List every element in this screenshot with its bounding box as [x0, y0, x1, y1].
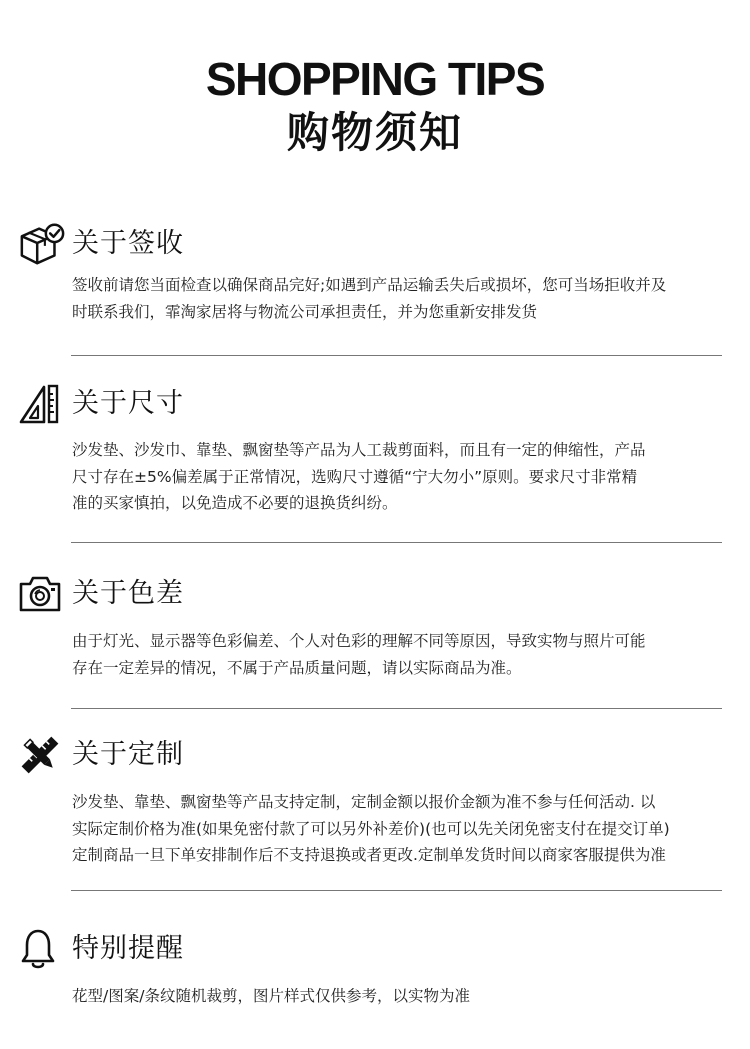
- body-line: 沙发垫、沙发巾、靠垫、飘窗垫等产品为人工裁剪面料，而且有一定的伸缩性，产品: [72, 441, 646, 459]
- body-line: 准的买家慎拍，以免造成不必要的退换货纠纷。: [72, 494, 398, 512]
- section-title: 关于尺寸: [72, 388, 184, 419]
- body-line: 实际定制价格为准(如果免密付款了可以另外补差价)(也可以先关闭免密支付在提交订单): [72, 819, 670, 838]
- package-check-icon: [18, 224, 66, 264]
- section-body: [72, 983, 742, 1010]
- body-line: 尺寸存在±5%偏差属于正常情况，选购尺寸遵循“宁大勿小”原则。要求尺寸非常精: [72, 467, 638, 486]
- section-header: [18, 574, 184, 614]
- section-body: [72, 437, 742, 517]
- body-line: 签收前请您当面检查以确保商品完好;如遇到产品运输丢失后或损坏，您可当场拒收并及: [72, 276, 667, 294]
- divider: [71, 355, 722, 356]
- section-header: [18, 735, 184, 775]
- camera-icon: [18, 574, 66, 614]
- bell-icon: [18, 929, 66, 969]
- body-line: 时联系我们，霏淘家居将与物流公司承担责任，并为您重新安排发货: [72, 302, 538, 321]
- section-body: [72, 628, 742, 681]
- divider: [71, 542, 722, 543]
- section-header: [18, 929, 184, 969]
- section-header: [18, 224, 184, 264]
- body-line: 由于灯光、显示器等色彩偏差、个人对色彩的理解不同等原因，导致实物与照片可能: [72, 632, 646, 650]
- body-line: 花型/图案/条纹随机裁剪，图片样式仅供参考，以实物为准: [72, 987, 470, 1005]
- body-line: 沙发垫、靠垫、飘窗垫等产品支持定制，定制金额以报价金额为准不参与任何活动. 以: [72, 793, 656, 811]
- section-title: 关于签收: [72, 228, 184, 259]
- section-body: [72, 789, 742, 869]
- ruler-triangle-icon: [18, 384, 66, 424]
- page-title-cn: 购物须知: [286, 108, 463, 157]
- section-body: [72, 272, 742, 325]
- page-title-en: SHOPPING TIPS: [205, 53, 545, 105]
- pencil-ruler-icon: [18, 735, 66, 775]
- divider: [71, 890, 722, 891]
- body-line: 定制商品一旦下单安排制作后不支持退换或者更改.定制单发货时间以商家客服提供为准: [72, 846, 666, 864]
- section-title: 特别提醒: [72, 933, 184, 964]
- section-title: 关于定制: [72, 739, 184, 770]
- section-title: 关于色差: [72, 578, 184, 609]
- divider: [71, 708, 722, 709]
- section-header: [18, 384, 184, 424]
- body-line: 存在一定差异的情况，不属于产品质量问题，请以实际商品为准。: [72, 658, 522, 677]
